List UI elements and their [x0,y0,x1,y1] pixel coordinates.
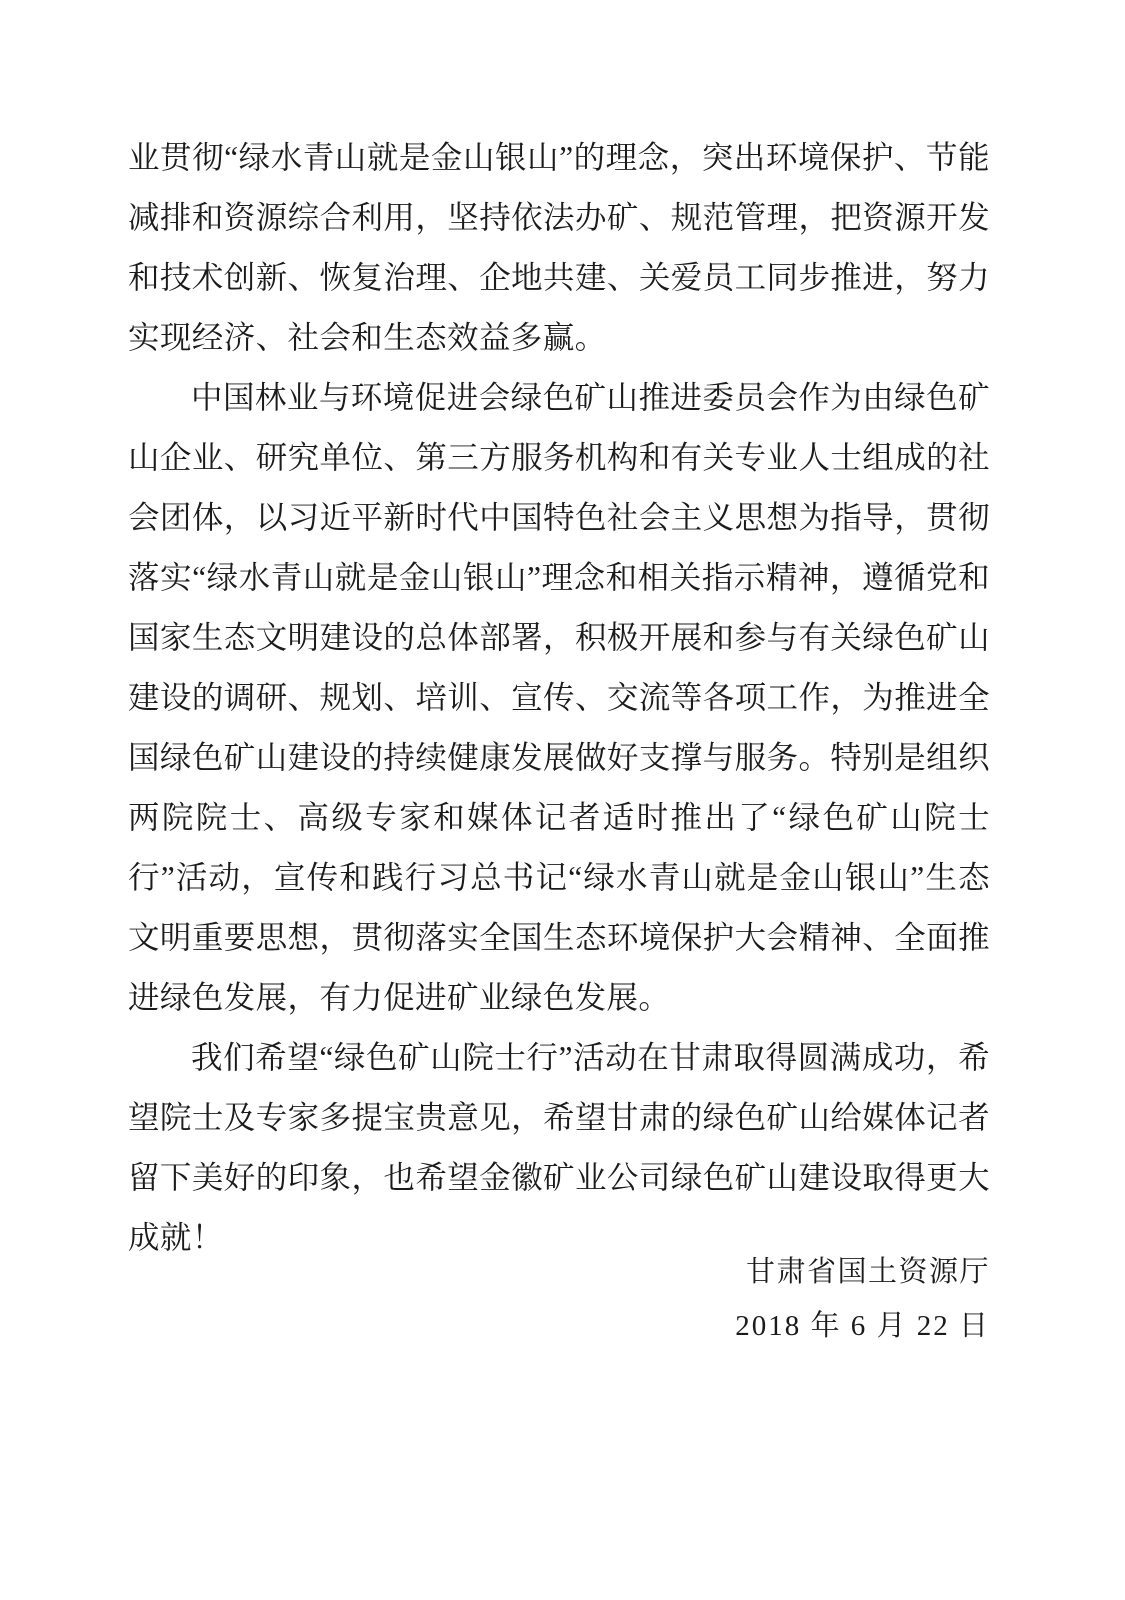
signature-organization: 甘肃省国土资源厅 [745,1256,990,1288]
signature-block [128,1245,1125,1353]
paragraph-2: 中国林业与环境促进会绿色矿山推进委员会作为由绿色矿山企业、研究单位、第三方服务机构和有关专业人士组成的社会团体，以习近平新时代中国特色社会主义思想为指导，贯彻落实“绿水青山就是金山银山”理念和相关指示精神，遵循党和国家生态文明建设的总体部署，积极开展和参与有关绿色矿山建设的调研、规划、培训、宣传、交流等各项工作，为推进全国绿色矿山建设的持续健康发展做好支撑与服务。特别是组织两院院士、高级专家和媒体记者适时推出了“绿色矿山院士行”活动，宣传和践行习总书记“绿水青山就是金山银山”生态文明重要思想，贯彻落实全国生态环境保护大会精神、全面推进绿色发展，有力促进矿业绿色发展。 [128,380,990,1015]
paragraph-1: 业贯彻“绿水青山就是金山银山”的理念，突出环境保护、节能减排和资源综合利用，坚持依法办矿、规范管理，把资源开发和技术创新、恢复治理、企地共建、关爱员工同步推进，努力实现经济、社会和生态效益多赢。 [128,140,990,355]
paragraph-3: 我们希望“绿色矿山院士行”活动在甘肃取得圆满成功，希望院士及专家多提宝贵意见，希望甘肃的绿色矿山给媒体记者留下美好的印象，也希望金徽矿业公司绿色矿山建设取得更大成就！ [128,1040,990,1255]
signature-date: 2018 年 6 月 22 日 [735,1310,990,1342]
document-body [128,128,990,1268]
